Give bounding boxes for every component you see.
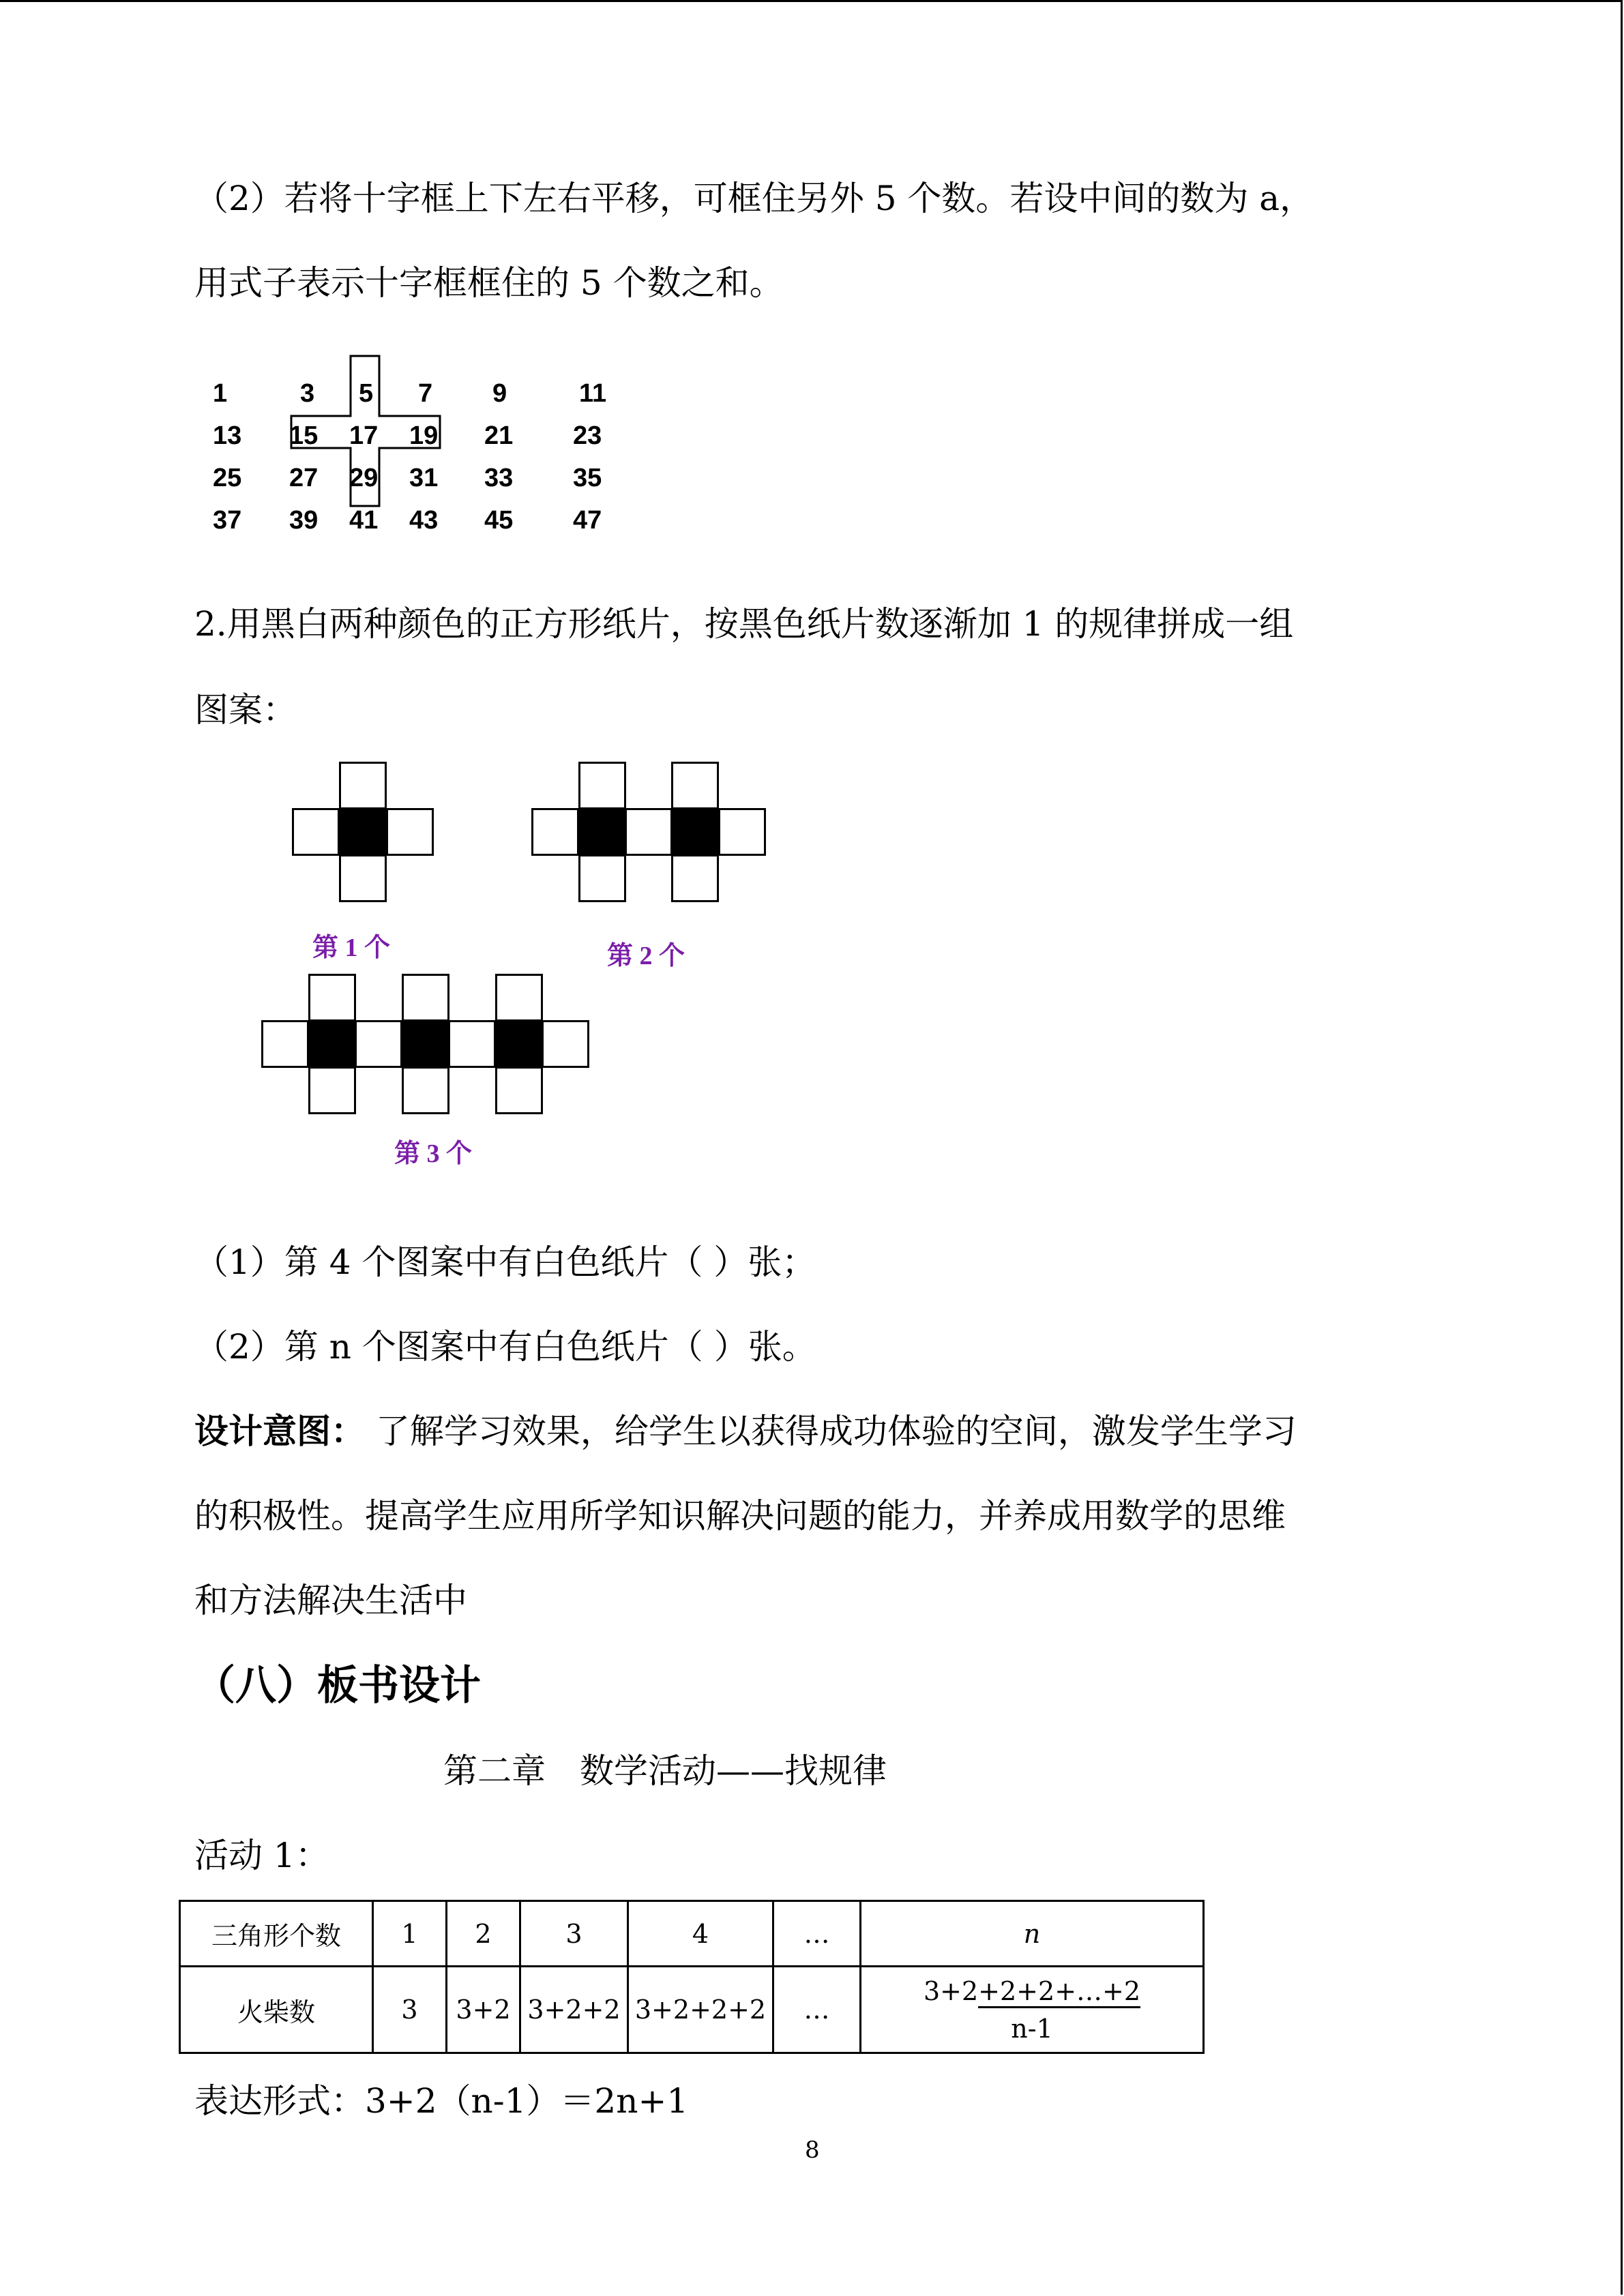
section-heading: （八）板书设计: [194, 1662, 481, 1710]
problem2-line1: 2.用黑白两种颜色的正方形纸片，按黑色纸片数逐渐加 1 的规律拼成一组: [194, 604, 1294, 644]
grid-cell: 13: [213, 421, 242, 450]
grid-cell: 47: [573, 506, 602, 535]
sub-question-2: （2）第 n 个图案中有白色纸片（ ）张。: [194, 1327, 816, 1367]
white-tile: [495, 974, 543, 1022]
grid-cell: 45: [484, 506, 514, 535]
design-intent-line3: 和方法解决生活中: [194, 1581, 467, 1620]
table-cell: 4: [628, 1901, 773, 1967]
table-row: [180, 1901, 1204, 1967]
grid-cell: 25: [213, 464, 242, 492]
page-number: 8: [805, 2136, 820, 2164]
grid-cell: 21: [484, 421, 514, 450]
grid-cell: 11: [579, 379, 607, 408]
white-tile: [495, 1067, 543, 1114]
problem2-line2: 图案：: [194, 690, 297, 730]
white-tile: [578, 854, 626, 902]
formula-top: [861, 1972, 1202, 2011]
white-tile: [671, 854, 719, 902]
pattern-caption-1: 第 1 个: [312, 934, 391, 962]
grid-cell: 43: [409, 506, 439, 535]
table-cell: …: [773, 1901, 861, 1967]
grid-cell: 3: [300, 379, 315, 408]
grid-cell: 23: [573, 421, 602, 450]
table-cell: 3+2+2+2: [628, 1967, 773, 2053]
white-tile: [339, 854, 387, 902]
grid-cell: 27: [289, 464, 319, 492]
white-tile: [261, 1020, 309, 1068]
white-tile: [448, 1020, 496, 1068]
white-tile: [625, 808, 673, 856]
design-intent-label: 设计意图：: [194, 1411, 365, 1451]
grid-cell: 41: [349, 506, 379, 535]
grid-cell: 37: [213, 506, 242, 535]
activity-table: [179, 1900, 1205, 2054]
table-cell: 3: [520, 1901, 628, 1967]
grid-cell: 17: [349, 421, 379, 450]
white-tile: [542, 1020, 589, 1068]
expression: 表达形式：3+2（n-1）＝2n+1: [194, 2081, 689, 2121]
black-tile: [578, 808, 626, 856]
cross-frame: [0, 0, 1624, 614]
design-intent-line2: 的积极性。提高学生应用所学知识解决问题的能力，并养成用数学的思维: [194, 1496, 1286, 1536]
table-cell: 1: [373, 1901, 447, 1967]
table-cell: n: [861, 1901, 1204, 1967]
formula-bottom: n-1: [1011, 2013, 1053, 2044]
black-tile: [495, 1020, 543, 1068]
grid-cell: 7: [418, 379, 433, 408]
design-intent-text: 了解学习效果，给学生以获得成功体验的空间，激发学生学习: [365, 1412, 1297, 1451]
black-tile: [308, 1020, 356, 1068]
white-tile: [531, 808, 579, 856]
grid-cell: 5: [359, 379, 374, 408]
grid-cell: 1: [213, 379, 228, 408]
activity-label: 活动 1：: [194, 1836, 329, 1875]
white-tile: [402, 974, 449, 1022]
table-cell: 2: [447, 1901, 520, 1967]
q2-line1: （2）若将十字框上下左右平移，可框住另外 5 个数。若设中间的数为 a，: [194, 179, 1314, 218]
table-cell: …: [773, 1967, 861, 2053]
pattern-caption-3: 第 3 个: [394, 1139, 473, 1168]
table-cell: 3+2: [447, 1967, 520, 2053]
q2-line2: 用式子表示十字框框住的 5 个数之和。: [194, 263, 784, 303]
formula-underlined: +2+2+…+2: [978, 1976, 1140, 2008]
white-tile: [292, 808, 340, 856]
grid-cell: 9: [492, 379, 507, 408]
pattern-caption-2: 第 2 个: [607, 942, 685, 970]
white-tile: [308, 974, 356, 1022]
white-tile: [718, 808, 766, 856]
design-intent-line1: [194, 1411, 1297, 1451]
grid-cell: 39: [289, 506, 319, 535]
sub-question-1: （1）第 4 个图案中有白色纸片（ ）张；: [194, 1242, 816, 1282]
white-tile: [386, 808, 434, 856]
table-cell: 3: [373, 1967, 447, 2053]
formula-head: 3+2: [923, 1976, 979, 2006]
grid-cell: 29: [349, 464, 379, 492]
table-cell: 三角形个数: [180, 1901, 373, 1967]
white-tile: [402, 1067, 449, 1114]
black-tile: [671, 808, 719, 856]
table-row: [180, 1967, 1204, 2053]
grid-cell: 15: [289, 421, 319, 450]
grid-cell: 35: [573, 464, 602, 492]
board-title: 第二章 数学活动——找规律: [443, 1751, 887, 1791]
table-cell: 火柴数: [180, 1967, 373, 2053]
grid-cell: 19: [409, 421, 439, 450]
black-tile: [402, 1020, 449, 1068]
table-cell-formula: [861, 1967, 1204, 2053]
black-tile: [339, 808, 387, 856]
white-tile: [308, 1067, 356, 1114]
white-tile: [671, 762, 719, 809]
white-tile: [339, 762, 387, 809]
table-cell: 3+2+2: [520, 1967, 628, 2053]
white-tile: [355, 1020, 402, 1068]
white-tile: [578, 762, 626, 809]
grid-cell: 33: [484, 464, 514, 492]
grid-cell: 31: [409, 464, 439, 492]
